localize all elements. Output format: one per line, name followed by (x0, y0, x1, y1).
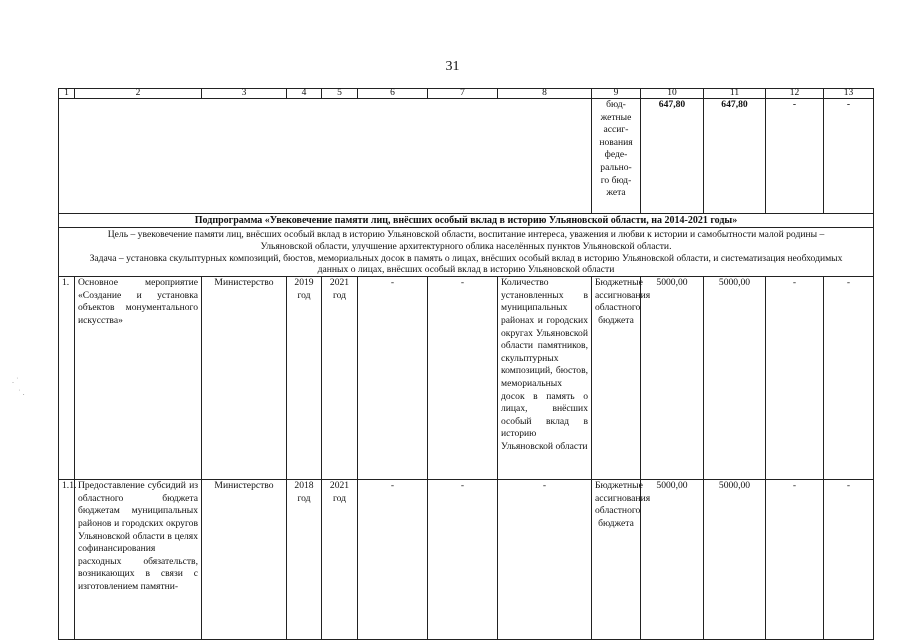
end-year: 2021 год (322, 480, 358, 640)
column-number: 1 (59, 89, 75, 99)
page-number: 31 (445, 59, 460, 74)
dash-cell: - (766, 480, 824, 640)
column-number-row (59, 89, 874, 99)
column-number: 3 (202, 89, 287, 99)
column-number: 2 (75, 89, 202, 99)
row-number: 1.1. (59, 480, 75, 640)
year-amount-cell: 5000,00 (704, 480, 766, 640)
column-number: 7 (428, 89, 498, 99)
indicator-text: Количество установленных в муниципальных районах и городских округах Ульяновской области памятников, скульптурных композиций, бюстов, мемориальных досок в память о лицах, внёсших особый вклад в историю Ульяновской области (498, 277, 592, 480)
subprogram-title-row (59, 214, 874, 228)
dash-cell: - (428, 277, 498, 480)
carry-over-row (59, 99, 874, 214)
total-amount-cell: 647,80 (641, 99, 704, 214)
table-row (59, 277, 874, 480)
program-table (58, 88, 874, 640)
year-amount-cell: 647,80 (704, 99, 766, 214)
task-text: Задача – установка скульптурных композиций, бюстов, мемориальных досок в память о лицах, внёсших особый вклад в историю Ульяновской области, и систематизация необходимых данных о лицах, внёсших особый вклад в историю Ульяновской области (89, 252, 843, 276)
dash-cell: - (824, 480, 874, 640)
column-number: 5 (322, 89, 358, 99)
total-amount-cell: 5000,00 (641, 480, 704, 640)
dash-cell: - (824, 99, 874, 214)
goal-text: Цель – увековечение памяти лиц, внёсших особый вклад в историю Ульяновской области, воспитание интереса, уважения и любви к истории и самобытности малой родины – Ульяновской области, улучшение архитектурного облика населённых пунктов Ульяновской области. (107, 229, 825, 252)
column-number: 6 (358, 89, 428, 99)
scan-speck: .˙ (12, 376, 21, 385)
subprogram-title: Подпрограмма «Увековечение памяти лиц, внёсших особый вклад в историю Ульяновской области, на 2014-2021 годы» (59, 214, 874, 228)
column-number: 9 (592, 89, 641, 99)
column-number: 12 (766, 89, 824, 99)
empty-merged-cell (59, 99, 592, 214)
year-amount-cell: 5000,00 (704, 277, 766, 480)
goal-task-cell (59, 228, 874, 277)
dash-cell: - (358, 277, 428, 480)
goal-row (59, 228, 874, 277)
column-number: 13 (824, 89, 874, 99)
dash-cell: - (358, 480, 428, 640)
table-row (59, 480, 874, 640)
column-number: 11 (704, 89, 766, 99)
row-number: 1. (59, 277, 75, 480)
end-year: 2021 год (322, 277, 358, 480)
indicator-text: - (498, 480, 592, 640)
funding-source-cell: бюд- жетные ассиг- нования феде- рально- го бюд- жета (592, 99, 641, 214)
event-name: Предоставление субсидий из областного бюджета бюджетам муниципальных районов и городских округов Ульяновской области в целях софинансирования расходных обязательств, возникающих в связи с изготовлением памятни- (75, 480, 202, 640)
dash-cell: - (428, 480, 498, 640)
dash-cell: - (766, 99, 824, 214)
funding-source-cell: Бюджетные ассигнования областного бюджета (592, 277, 641, 480)
column-number: 10 (641, 89, 704, 99)
start-year: 2018 год (287, 480, 322, 640)
start-year: 2019 год (287, 277, 322, 480)
executor: Министерство (202, 277, 287, 480)
column-number: 8 (498, 89, 592, 99)
dash-cell: - (766, 277, 824, 480)
funding-source-cell: Бюджетные ассигнования областного бюджета (592, 480, 641, 640)
executor: Министерство (202, 480, 287, 640)
column-number: 4 (287, 89, 322, 99)
total-amount-cell: 5000,00 (641, 277, 704, 480)
event-name: Основное мероприятие «Создание и установка объектов монументального искусства» (75, 277, 202, 480)
scan-speck: ˙. (18, 388, 27, 397)
dash-cell: - (824, 277, 874, 480)
